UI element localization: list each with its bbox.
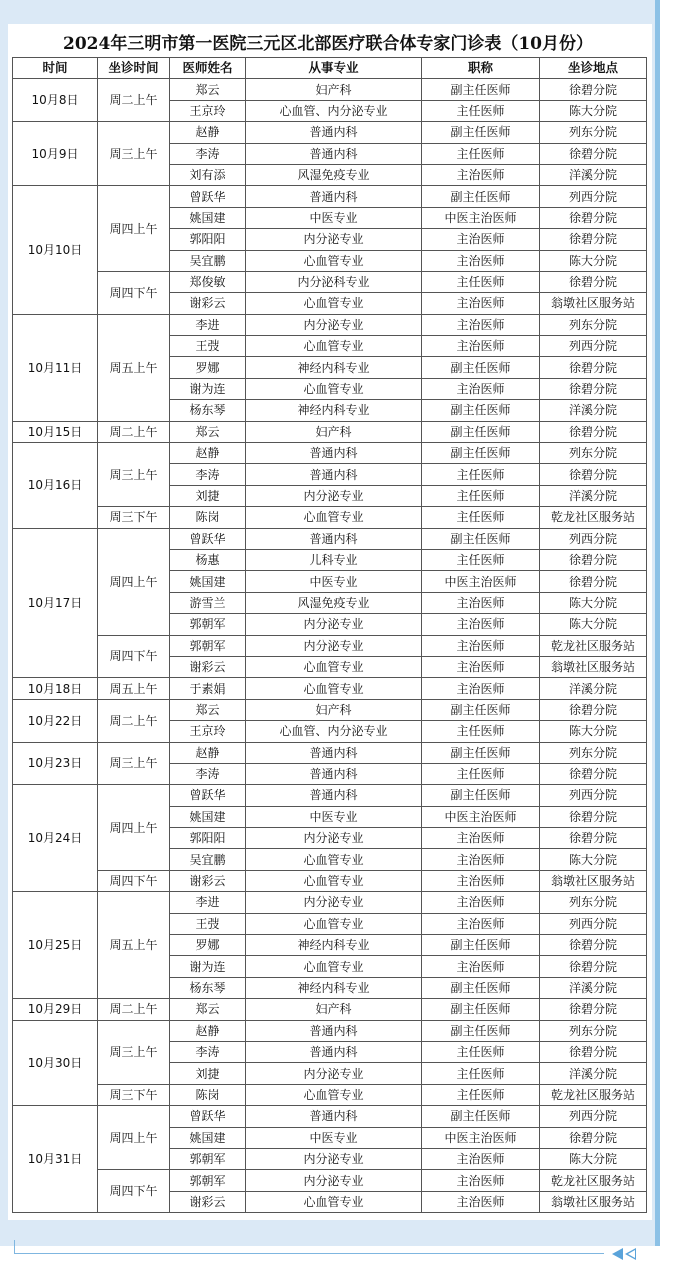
title-cell: 主任医师: [422, 1041, 540, 1062]
doctor-name-cell: 刘有添: [170, 164, 246, 185]
location-cell: 洋溪分院: [540, 1063, 647, 1084]
specialty-cell: 内分泌专业: [246, 485, 422, 506]
doctor-name-cell: 杨惠: [170, 549, 246, 570]
location-cell: 列西分院: [540, 1106, 647, 1127]
doctor-name-cell: 郑云: [170, 999, 246, 1020]
session-cell: 周四下午: [98, 870, 170, 891]
location-cell: 洋溪分院: [540, 678, 647, 699]
specialty-cell: 普通内科: [246, 1041, 422, 1062]
date-cell: 10月29日: [13, 999, 98, 1020]
specialty-cell: 妇产科: [246, 699, 422, 720]
specialty-cell: 心血管专业: [246, 378, 422, 399]
specialty-cell: 内分泌科专业: [246, 271, 422, 292]
doctor-name-cell: 姚国建: [170, 207, 246, 228]
table-row: [13, 1020, 647, 1041]
title-cell: 副主任医师: [422, 699, 540, 720]
title-cell: 中医主治医师: [422, 571, 540, 592]
title-cell: 主治医师: [422, 956, 540, 977]
date-cell: 10月18日: [13, 678, 98, 699]
specialty-cell: 普通内科: [246, 763, 422, 784]
location-cell: 徐碧分院: [540, 207, 647, 228]
title-cell: 主治医师: [422, 164, 540, 185]
location-cell: 陈大分院: [540, 614, 647, 635]
session-cell: 周四下午: [98, 635, 170, 678]
location-cell: 陈大分院: [540, 721, 647, 742]
specialty-cell: 内分泌专业: [246, 828, 422, 849]
doctor-name-cell: 姚国建: [170, 1127, 246, 1148]
table-row: [13, 1084, 647, 1105]
table-row: [13, 271, 647, 292]
header-specialty: 从事专业: [246, 58, 422, 79]
location-cell: 徐碧分院: [540, 1041, 647, 1062]
date-cell: 10月31日: [13, 1106, 98, 1213]
doctor-name-cell: 谢彩云: [170, 293, 246, 314]
date-cell: 10月8日: [13, 79, 98, 122]
date-cell: 10月16日: [13, 443, 98, 529]
table-header-row: [13, 58, 647, 79]
table-row: [13, 678, 647, 699]
specialty-cell: 中医专业: [246, 806, 422, 827]
location-cell: 列东分院: [540, 314, 647, 335]
table-row: [13, 870, 647, 891]
title-cell: 主任医师: [422, 1063, 540, 1084]
title-cell: 副主任医师: [422, 122, 540, 143]
doctor-name-cell: 刘捷: [170, 485, 246, 506]
doctor-name-cell: 李涛: [170, 763, 246, 784]
session-cell: 周三上午: [98, 443, 170, 507]
title-cell: 主任医师: [422, 1084, 540, 1105]
location-cell: 徐碧分院: [540, 571, 647, 592]
doctor-name-cell: 赵静: [170, 742, 246, 763]
table-row: [13, 785, 647, 806]
location-cell: 翁墩社区服务站: [540, 656, 647, 677]
location-cell: 徐碧分院: [540, 828, 647, 849]
session-cell: 周五上午: [98, 314, 170, 421]
doctor-name-cell: 赵静: [170, 1020, 246, 1041]
title-cell: 主治医师: [422, 614, 540, 635]
doctor-name-cell: 李涛: [170, 143, 246, 164]
specialty-cell: 中医专业: [246, 207, 422, 228]
location-cell: 徐碧分院: [540, 271, 647, 292]
title-cell: 主治医师: [422, 892, 540, 913]
location-cell: 列东分院: [540, 1020, 647, 1041]
bottom-tick-decoration: [14, 1240, 15, 1254]
location-cell: 列西分院: [540, 785, 647, 806]
location-cell: 徐碧分院: [540, 229, 647, 250]
doctor-name-cell: 罗娜: [170, 935, 246, 956]
doctor-name-cell: 罗娜: [170, 357, 246, 378]
doctor-name-cell: 姚国建: [170, 571, 246, 592]
session-cell: 周二上午: [98, 79, 170, 122]
date-cell: 10月30日: [13, 1020, 98, 1106]
title-cell: 主治医师: [422, 828, 540, 849]
session-cell: 周三下午: [98, 507, 170, 528]
session-cell: 周四上午: [98, 1106, 170, 1170]
specialty-cell: 心血管、内分泌专业: [246, 100, 422, 121]
table-row: [13, 892, 647, 913]
location-cell: 翁墩社区服务站: [540, 293, 647, 314]
location-cell: 洋溪分院: [540, 400, 647, 421]
specialty-cell: 普通内科: [246, 1106, 422, 1127]
specialty-cell: 内分泌专业: [246, 314, 422, 335]
doctor-name-cell: 陈岗: [170, 1084, 246, 1105]
location-cell: 列西分院: [540, 913, 647, 934]
specialty-cell: 内分泌专业: [246, 614, 422, 635]
doctor-name-cell: 李涛: [170, 464, 246, 485]
specialty-cell: 心血管专业: [246, 507, 422, 528]
page-title: 2024年三明市第一医院三元区北部医疗联合体专家门诊表（10月份）: [63, 34, 593, 54]
title-cell: 副主任医师: [422, 977, 540, 998]
arrow-left-solid-icon: [612, 1248, 623, 1260]
doctor-name-cell: 王弢: [170, 336, 246, 357]
location-cell: 徐碧分院: [540, 1127, 647, 1148]
title-cell: 主治医师: [422, 250, 540, 271]
doctor-name-cell: 陈岗: [170, 507, 246, 528]
location-cell: 列西分院: [540, 528, 647, 549]
location-cell: 列西分院: [540, 186, 647, 207]
header-title: 职称: [422, 58, 540, 79]
specialty-cell: 神经内科专业: [246, 400, 422, 421]
title-cell: 主治医师: [422, 1170, 540, 1191]
title-cell: 主任医师: [422, 507, 540, 528]
title-cell: 主治医师: [422, 870, 540, 891]
session-cell: 周二上午: [98, 999, 170, 1020]
specialty-cell: 心血管专业: [246, 250, 422, 271]
specialty-cell: 妇产科: [246, 999, 422, 1020]
doctor-name-cell: 谢彩云: [170, 870, 246, 891]
location-cell: 徐碧分院: [540, 763, 647, 784]
location-cell: 徐碧分院: [540, 935, 647, 956]
location-cell: 翁墩社区服务站: [540, 870, 647, 891]
session-cell: 周二上午: [98, 699, 170, 742]
date-cell: 10月23日: [13, 742, 98, 785]
specialty-cell: 儿科专业: [246, 549, 422, 570]
title-cell: 中医主治医师: [422, 806, 540, 827]
specialty-cell: 妇产科: [246, 421, 422, 442]
title-cell: 主治医师: [422, 1148, 540, 1169]
title-cell: 副主任医师: [422, 400, 540, 421]
session-cell: 周五上午: [98, 678, 170, 699]
title-cell: 副主任医师: [422, 1106, 540, 1127]
table-row: [13, 1106, 647, 1127]
date-cell: 10月17日: [13, 528, 98, 678]
doctor-name-cell: 郭朝军: [170, 635, 246, 656]
title-cell: 副主任医师: [422, 357, 540, 378]
doctor-name-cell: 郭阳阳: [170, 828, 246, 849]
table-row: [13, 186, 647, 207]
title-cell: 副主任医师: [422, 186, 540, 207]
title-cell: 副主任医师: [422, 421, 540, 442]
title-cell: 副主任医师: [422, 1020, 540, 1041]
date-cell: 10月11日: [13, 314, 98, 421]
table-row: [13, 635, 647, 656]
title-cell: 中医主治医师: [422, 1127, 540, 1148]
specialty-cell: 心血管专业: [246, 849, 422, 870]
doctor-name-cell: 王弢: [170, 913, 246, 934]
title-cell: 主治医师: [422, 378, 540, 399]
doctor-name-cell: 郑云: [170, 79, 246, 100]
specialty-cell: 普通内科: [246, 785, 422, 806]
location-cell: 徐碧分院: [540, 806, 647, 827]
table-row: [13, 421, 647, 442]
title-cell: 主治医师: [422, 314, 540, 335]
doctor-name-cell: 刘捷: [170, 1063, 246, 1084]
title-cell: 主任医师: [422, 143, 540, 164]
doctor-name-cell: 赵静: [170, 443, 246, 464]
arrow-left-outline-icon: [625, 1248, 636, 1260]
doctor-name-cell: 王京玲: [170, 100, 246, 121]
date-cell: 10月15日: [13, 421, 98, 442]
title-cell: 主治医师: [422, 592, 540, 613]
table-body: [13, 79, 647, 1213]
location-cell: 列东分院: [540, 122, 647, 143]
title-cell: 主治医师: [422, 635, 540, 656]
specialty-cell: 心血管专业: [246, 336, 422, 357]
header-session: 坐诊时间: [98, 58, 170, 79]
location-cell: 乾龙社区服务站: [540, 635, 647, 656]
specialty-cell: 中医专业: [246, 1127, 422, 1148]
specialty-cell: 普通内科: [246, 464, 422, 485]
doctor-name-cell: 王京玲: [170, 721, 246, 742]
doctor-name-cell: 李进: [170, 892, 246, 913]
location-cell: 徐碧分院: [540, 378, 647, 399]
session-cell: 周三上午: [98, 742, 170, 785]
specialty-cell: 普通内科: [246, 186, 422, 207]
location-cell: 徐碧分院: [540, 79, 647, 100]
specialty-cell: 妇产科: [246, 79, 422, 100]
location-cell: 洋溪分院: [540, 977, 647, 998]
title-cell: 主治医师: [422, 656, 540, 677]
doctor-name-cell: 郑俊敏: [170, 271, 246, 292]
table-row: [13, 528, 647, 549]
location-cell: 徐碧分院: [540, 464, 647, 485]
date-cell: 10月9日: [13, 122, 98, 186]
location-cell: 陈大分院: [540, 1148, 647, 1169]
doctor-name-cell: 郭阳阳: [170, 229, 246, 250]
table-row: [13, 443, 647, 464]
doctor-name-cell: 郭朝军: [170, 1170, 246, 1191]
location-cell: 徐碧分院: [540, 143, 647, 164]
specialty-cell: 内分泌专业: [246, 892, 422, 913]
location-cell: 列东分院: [540, 892, 647, 913]
doctor-name-cell: 姚国建: [170, 806, 246, 827]
specialty-cell: 普通内科: [246, 528, 422, 549]
location-cell: 徐碧分院: [540, 357, 647, 378]
specialty-cell: 神经内科专业: [246, 977, 422, 998]
doctor-name-cell: 杨东琴: [170, 977, 246, 998]
doctor-name-cell: 曾跃华: [170, 785, 246, 806]
title-cell: 副主任医师: [422, 443, 540, 464]
title-cell: 中医主治医师: [422, 207, 540, 228]
table-row: [13, 999, 647, 1020]
specialty-cell: 内分泌专业: [246, 1170, 422, 1191]
session-cell: 周三上午: [98, 122, 170, 186]
specialty-cell: 内分泌专业: [246, 1063, 422, 1084]
date-cell: 10月22日: [13, 699, 98, 742]
title-cell: 主任医师: [422, 549, 540, 570]
title-cell: 主治医师: [422, 1191, 540, 1212]
specialty-cell: 心血管专业: [246, 678, 422, 699]
doctor-name-cell: 吴宜鹏: [170, 250, 246, 271]
location-cell: 陈大分院: [540, 849, 647, 870]
location-cell: 徐碧分院: [540, 421, 647, 442]
title-cell: 副主任医师: [422, 935, 540, 956]
doctor-name-cell: 曾跃华: [170, 528, 246, 549]
table-row: [13, 507, 647, 528]
doctor-name-cell: 吴宜鹏: [170, 849, 246, 870]
bottom-rule: [14, 1253, 604, 1254]
location-cell: 列东分院: [540, 742, 647, 763]
session-cell: 周四下午: [98, 1170, 170, 1213]
session-cell: 周四上午: [98, 785, 170, 871]
doctor-name-cell: 李涛: [170, 1041, 246, 1062]
doctor-name-cell: 谢彩云: [170, 656, 246, 677]
specialty-cell: 风湿免疫专业: [246, 592, 422, 613]
specialty-cell: 心血管专业: [246, 1084, 422, 1105]
doctor-name-cell: 赵静: [170, 122, 246, 143]
date-cell: 10月24日: [13, 785, 98, 892]
location-cell: 乾龙社区服务站: [540, 1170, 647, 1191]
doctor-name-cell: 谢彩云: [170, 1191, 246, 1212]
title-cell: 副主任医师: [422, 742, 540, 763]
location-cell: 徐碧分院: [540, 956, 647, 977]
location-cell: 列西分院: [540, 336, 647, 357]
date-cell: 10月25日: [13, 892, 98, 999]
session-cell: 周四下午: [98, 271, 170, 314]
date-cell: 10月10日: [13, 186, 98, 314]
specialty-cell: 风湿免疫专业: [246, 164, 422, 185]
session-cell: 周五上午: [98, 892, 170, 999]
doctor-name-cell: 谢为连: [170, 378, 246, 399]
location-cell: 徐碧分院: [540, 549, 647, 570]
title-cell: 主治医师: [422, 229, 540, 250]
table-row: [13, 79, 647, 100]
specialty-cell: 心血管专业: [246, 870, 422, 891]
doctor-name-cell: 郑云: [170, 421, 246, 442]
title-cell: 主任医师: [422, 100, 540, 121]
title-cell: 副主任医师: [422, 528, 540, 549]
location-cell: 列东分院: [540, 443, 647, 464]
title-cell: 主治医师: [422, 336, 540, 357]
specialty-cell: 普通内科: [246, 143, 422, 164]
right-accent-bar: [655, 0, 660, 1246]
location-cell: 陈大分院: [540, 100, 647, 121]
specialty-cell: 心血管、内分泌专业: [246, 721, 422, 742]
location-cell: 翁墩社区服务站: [540, 1191, 647, 1212]
specialty-cell: 心血管专业: [246, 913, 422, 934]
table-row: [13, 1170, 647, 1191]
specialty-cell: 普通内科: [246, 443, 422, 464]
specialty-cell: 心血管专业: [246, 956, 422, 977]
session-cell: 周三上午: [98, 1020, 170, 1084]
doctor-name-cell: 曾跃华: [170, 1106, 246, 1127]
specialty-cell: 普通内科: [246, 122, 422, 143]
doctor-name-cell: 李进: [170, 314, 246, 335]
doctor-name-cell: 于素娟: [170, 678, 246, 699]
location-cell: 洋溪分院: [540, 164, 647, 185]
clinic-schedule-table: [12, 57, 647, 1213]
specialty-cell: 心血管专业: [246, 656, 422, 677]
table-row: [13, 742, 647, 763]
specialty-cell: 内分泌专业: [246, 229, 422, 250]
title-cell: 副主任医师: [422, 999, 540, 1020]
specialty-cell: 心血管专业: [246, 1191, 422, 1212]
session-cell: 周二上午: [98, 421, 170, 442]
page-arrows: [612, 1246, 636, 1262]
title-cell: 主任医师: [422, 271, 540, 292]
title-cell: 主任医师: [422, 763, 540, 784]
header-doctor-name: 医师姓名: [170, 58, 246, 79]
location-cell: 洋溪分院: [540, 485, 647, 506]
table-row: [13, 122, 647, 143]
specialty-cell: 神经内科专业: [246, 935, 422, 956]
doctor-name-cell: 郑云: [170, 699, 246, 720]
specialty-cell: 内分泌专业: [246, 1148, 422, 1169]
specialty-cell: 普通内科: [246, 1020, 422, 1041]
location-cell: 徐碧分院: [540, 999, 647, 1020]
session-cell: 周四上午: [98, 528, 170, 635]
specialty-cell: 内分泌专业: [246, 635, 422, 656]
header-date: 时间: [13, 58, 98, 79]
location-cell: 徐碧分院: [540, 699, 647, 720]
specialty-cell: 心血管专业: [246, 293, 422, 314]
specialty-cell: 神经内科专业: [246, 357, 422, 378]
specialty-cell: 中医专业: [246, 571, 422, 592]
table-row: [13, 314, 647, 335]
doctor-name-cell: 郭朝军: [170, 1148, 246, 1169]
location-cell: 陈大分院: [540, 250, 647, 271]
title-cell: 主任医师: [422, 464, 540, 485]
title-cell: 主任医师: [422, 721, 540, 742]
title-cell: 主任医师: [422, 485, 540, 506]
session-cell: 周三下午: [98, 1084, 170, 1105]
title-cell: 主治医师: [422, 913, 540, 934]
title-cell: 主治医师: [422, 678, 540, 699]
header-location: 坐诊地点: [540, 58, 647, 79]
session-cell: 周四上午: [98, 186, 170, 272]
title-cell: 主治医师: [422, 293, 540, 314]
table-row: [13, 699, 647, 720]
doctor-name-cell: 谢为连: [170, 956, 246, 977]
doctor-name-cell: 曾跃华: [170, 186, 246, 207]
doctor-name-cell: 游雪兰: [170, 592, 246, 613]
location-cell: 乾龙社区服务站: [540, 1084, 647, 1105]
doctor-name-cell: 郭朝军: [170, 614, 246, 635]
doctor-name-cell: 杨东琴: [170, 400, 246, 421]
title-cell: 副主任医师: [422, 785, 540, 806]
location-cell: 陈大分院: [540, 592, 647, 613]
location-cell: 乾龙社区服务站: [540, 507, 647, 528]
specialty-cell: 普通内科: [246, 742, 422, 763]
title-cell: 副主任医师: [422, 79, 540, 100]
title-cell: 主治医师: [422, 849, 540, 870]
